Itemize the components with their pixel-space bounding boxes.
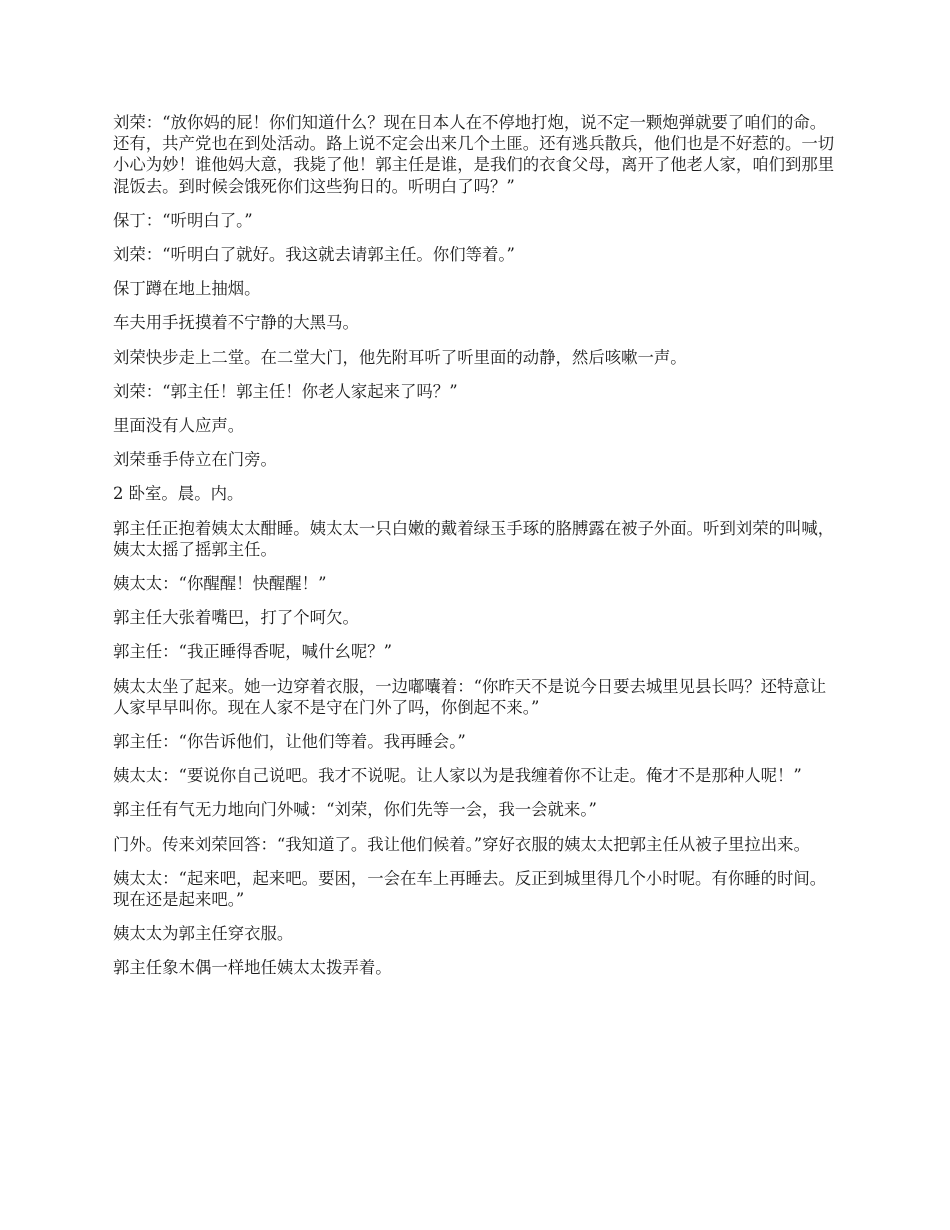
paragraph: 姨太太为郭主任穿衣服。 <box>113 924 294 944</box>
paragraph: 刘荣：“放你妈的屁！你们知道什么？现在日本人在不停地打炮，说不定一颗炮弹就要了咱们的命。还有，共产党也在到处活动。路上说不定会出来几个土匪。还有逃兵散兵，他们也是不好惹的。一切小心为妙！谁他妈大意，我毙了他！郭主任是谁，是我们的衣食父母，离开了他老人家，咱们到那里混饭去。到时候会饿死你们这些狗日的。听明白了吗？” <box>113 113 835 196</box>
paragraph: 门外。传来刘荣回答：“我知道了。我让他们候着。”穿好衣服的姨太太把郭主任从被子里拉出来。 <box>113 834 810 854</box>
paragraph: 姨太太：“你醒醒！快醒醒！” <box>113 574 327 594</box>
paragraph: 保丁：“听明白了。” <box>113 210 253 230</box>
paragraph: 郭主任大张着嘴巴，打了个呵欠。 <box>113 608 359 628</box>
paragraph: 姨太太坐了起来。她一边穿着衣服，一边嘟囔着：“你昨天不是说今日要去城里见县长吗？还特意让人家早早叫你。现在人家不是守在门外了吗，你倒起不来。” <box>113 676 827 717</box>
paragraph: 郭主任：“我正睡得香呢，喊什幺呢？” <box>113 642 393 662</box>
paragraph: 刘荣快步走上二堂。在二堂大门，他先附耳听了听里面的动静，然后咳嗽一声。 <box>113 347 687 367</box>
paragraph: 郭主任有气无力地向门外喊：“刘荣，你们先等一会，我一会就来。” <box>113 800 597 820</box>
paragraph: 姨太太：“起来吧，起来吧。要困，一会在车上再睡去。反正到城里得几个小时呢。有你睡的时间。现在还是起来吧。” <box>113 868 827 910</box>
paragraph: 姨太太：“要说你自己说吧。我才不说呢。让人家以为是我缠着你不让走。俺才不是那种人呢！” <box>113 766 802 786</box>
paragraph: 郭主任象木偶一样地任姨太太拨弄着。 <box>113 958 392 978</box>
paragraph: 刘荣：“听明白了就好。我这就去请郭主任。你们等着。” <box>113 245 515 265</box>
paragraph: 郭主任正抱着姨太太酣睡。姨太太一只白嫩的戴着绿玉手琢的胳膊露在被子外面。听到刘荣的叫喊，姨太太摇了摇郭主任。 <box>113 518 835 559</box>
paragraph: 郭主任：“你告诉他们，让他们等着。我再睡会。” <box>113 732 466 752</box>
scene-heading: 2 卧室。晨。内。 <box>113 484 244 504</box>
document-body <box>113 112 841 992</box>
paragraph: 保丁蹲在地上抽烟。 <box>113 279 261 299</box>
paragraph: 刘荣垂手侍立在门旁。 <box>113 450 277 470</box>
paragraph: 车夫用手抚摸着不宁静的大黑马。 <box>113 313 359 333</box>
paragraph: 刘荣：“郭主任！郭主任！你老人家起来了吗？” <box>113 381 458 401</box>
paragraph: 里面没有人应声。 <box>113 416 245 436</box>
